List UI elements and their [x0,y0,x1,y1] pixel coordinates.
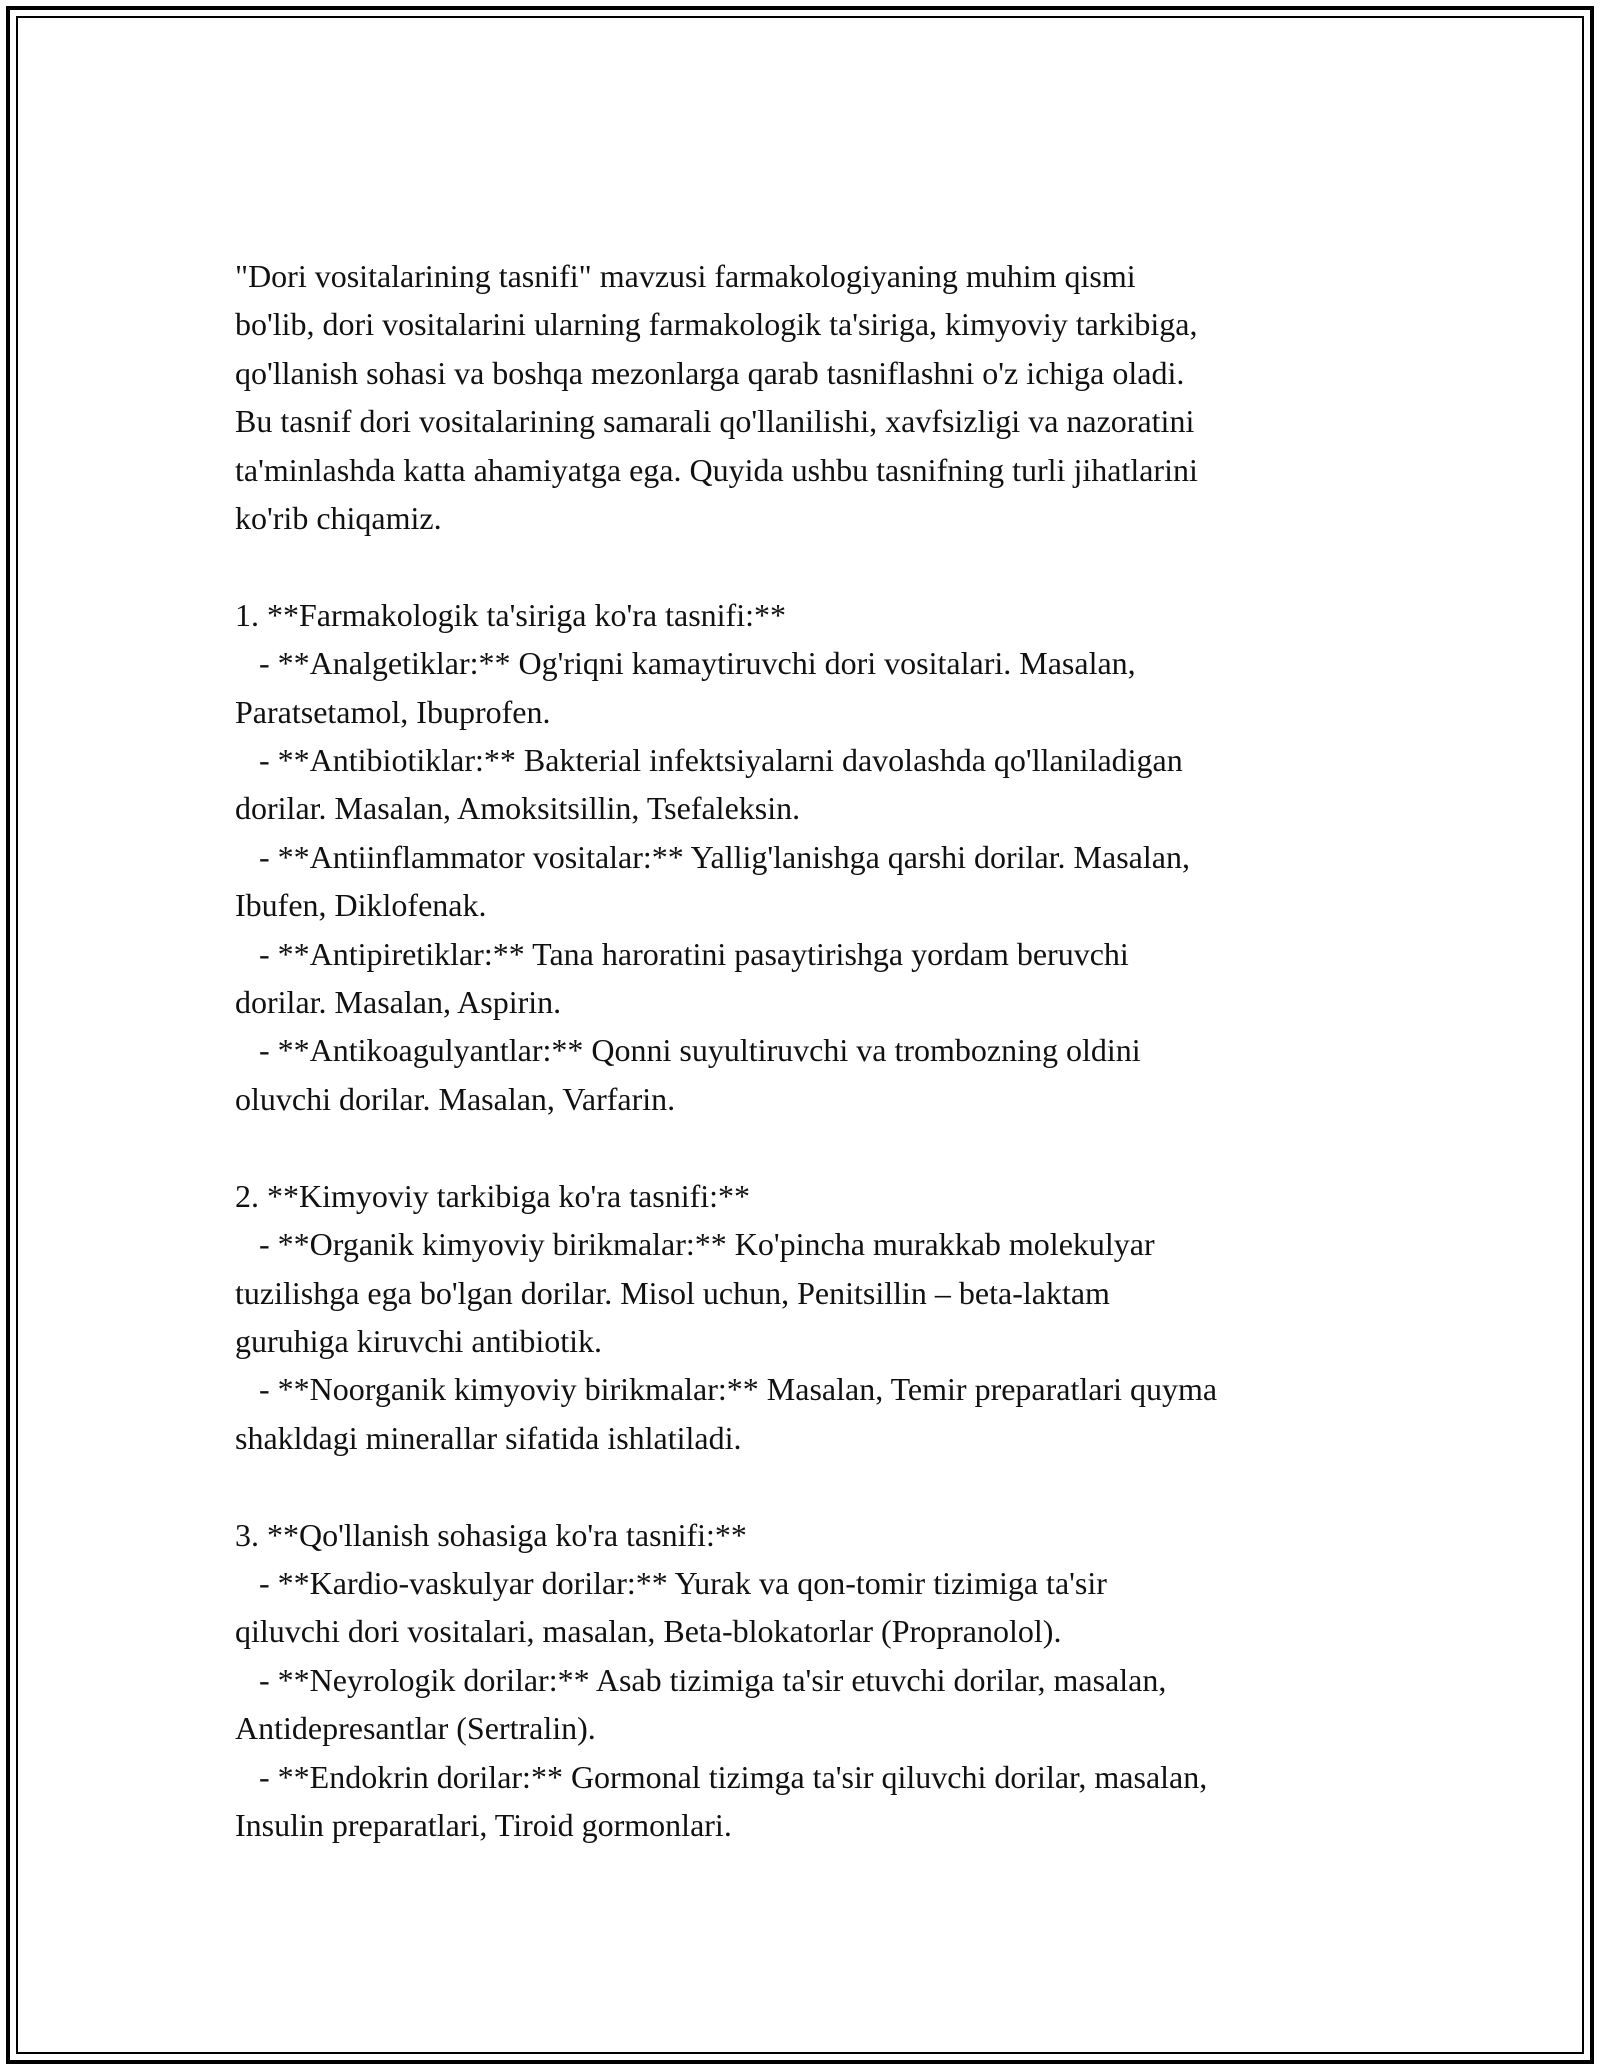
section-heading: 2. **Kimyoviy tarkibiga ko'ra tasnifi:** [235,1177,751,1214]
paragraph-spacer [235,542,1385,590]
list-item-line: guruhiga kiruvchi antibiotik. [235,1322,603,1359]
text-line: "Dori vositalarining tasnifi" mavzusi farmakologiyaning muhim qismi [235,258,1136,294]
list-item-line: - **Analgetiklar:** Og'riqni kamaytiruvchi dori vositalari. Masalan, [235,645,1136,682]
list-item-line: qiluvchi dori vositalari, masalan, Beta-blokatorlar (Propranolol). [235,1613,1062,1650]
list-item-line: - **Noorganik kimyoviy birikmalar:** Masalan, Temir preparatlari quyma [235,1371,1218,1408]
section-chemical [235,1172,1385,1462]
document-body [235,252,1385,1849]
list-item-line: - **Antipiretiklar:** Tana haroratini pasaytirishga yordam beruvchi [235,935,1129,972]
list-item-line: dorilar. Masalan, Aspirin. [235,984,562,1021]
text-line: Bu tasnif dori vositalarining samarali qo'llanilishi, xavfsizligi va nazoratini [235,403,1195,440]
list-item-line: Paratsetamol, Ibuprofen. [235,693,551,730]
intro-paragraph [235,252,1385,542]
list-item-line: oluvchi dorilar. Masalan, Varfarin. [235,1080,676,1117]
list-item-line: - **Antiinflammator vositalar:** Yallig'lanishga qarshi dorilar. Masalan, [235,838,1190,875]
section-heading: 3. **Qo'llanish sohasiga ko'ra tasnifi:** [235,1516,747,1553]
text-line: qo'llanish sohasi va boshqa mezonlarga qarab tasniflashni o'z ichiga oladi. [235,354,1185,391]
list-item-line: Ibufen, Diklofenak. [235,887,487,924]
list-item-line: tuzilishga ega bo'lgan dorilar. Misol uchun, Penitsillin – beta-laktam [235,1274,1110,1311]
list-item-line: - **Endokrin dorilar:** Gormonal tizimga ta'sir qiluvchi dorilar, masalan, [235,1758,1208,1795]
list-item-line: dorilar. Masalan, Amoksitsillin, Tsefaleksin. [235,790,801,827]
text-line: ko'rib chiqamiz. [235,500,442,537]
paragraph-spacer [235,1462,1385,1510]
list-item-line: Antidepresantlar (Sertralin). [235,1710,596,1747]
list-item-line: - **Organik kimyoviy birikmalar:** Ko'pincha murakkab molekulyar [235,1226,1155,1263]
section-pharmacological [235,591,1385,1123]
section-heading: 1. **Farmakologik ta'siriga ko'ra tasnifi:** [235,596,786,633]
list-item-line: Insulin preparatlari, Tiroid gormonlari. [235,1806,732,1843]
list-item-line: - **Neyrologik dorilar:** Asab tizimiga ta'sir etuvchi dorilar, masalan, [235,1661,1167,1698]
section-application [235,1511,1385,1850]
text-line: ta'minlashda katta ahamiyatga ega. Quyida ushbu tasnifning turli jihatlarini [235,451,1198,488]
list-item-line: - **Antikoagulyantlar:** Qonni suyultiruvchi va trombozning oldini [235,1032,1141,1069]
list-item-line: shakldagi minerallar sifatida ishlatiladi. [235,1419,742,1456]
text-line: bo'lib, dori vositalarini ularning farmakologik ta'siriga, kimyoviy tarkibiga, [235,306,1198,343]
list-item-line: - **Antibiotiklar:** Bakterial infektsiyalarni davolashda qo'llaniladigan [235,742,1183,779]
paragraph-spacer [235,1123,1385,1171]
list-item-line: - **Kardio-vaskulyar dorilar:** Yurak va qon-tomir tizimiga ta'sir [235,1564,1107,1601]
